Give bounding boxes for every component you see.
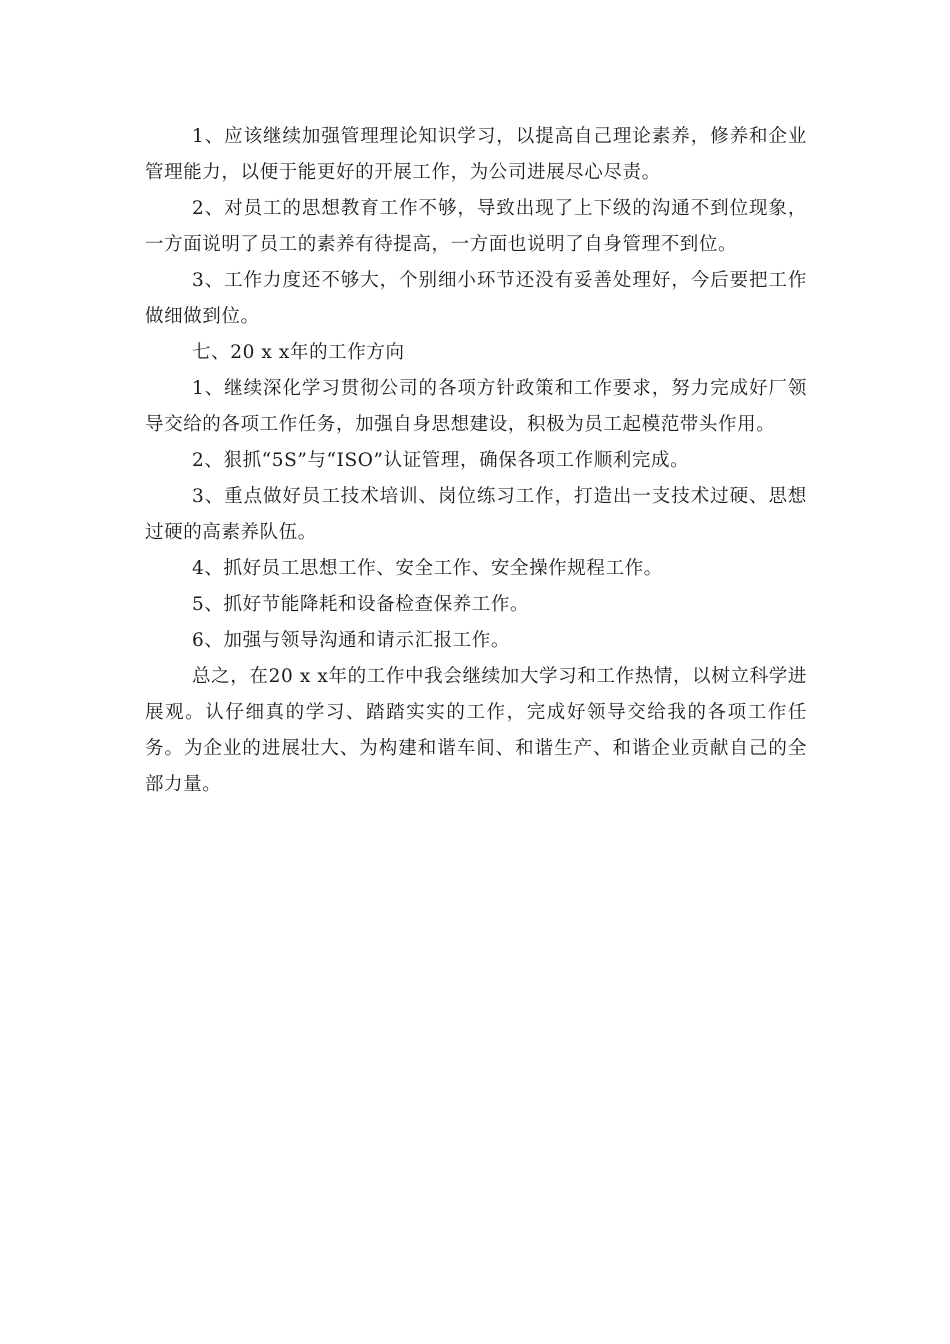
paragraph-safety-work: 4、抓好员工思想工作、安全工作、安全操作规程工作。 bbox=[192, 558, 663, 579]
paragraph-energy-saving: 5、抓好节能降耗和设备检查保养工作。 bbox=[192, 594, 530, 615]
paragraph-deepen-study: 1、继续深化学习贯彻公司的各项方针政策和工作要求，努力完成好厂领导交给的各项工作任务，加强自身思想建设，积极为员工起模范带头作用。 bbox=[145, 378, 807, 435]
paragraph-staff-education: 2、对员工的思想教育工作不够，导致出现了上下级的沟通不到位现象，一方面说明了员工的素养有待提高，一方面也说明了自身管理不到位。 bbox=[145, 198, 807, 255]
section-heading-work-direction: 七、20 x x年的工作方向 bbox=[192, 342, 405, 363]
document-body bbox=[145, 119, 807, 803]
paragraph-5s-iso: 2、狠抓“5S”与“ISO”认证管理，确保各项工作顺利完成。 bbox=[192, 450, 690, 471]
paragraph-improve-management-study: 1、应该继续加强管理理论知识学习，以提高自己理论素养，修养和企业管理能力，以便于能更好的开展工作，为公司进展尽心尽责。 bbox=[145, 126, 807, 183]
paragraph-work-intensity: 3、工作力度还不够大，个别细小环节还没有妥善处理好，今后要把工作做细做到位。 bbox=[145, 270, 807, 327]
paragraph-staff-training: 3、重点做好员工技术培训、岗位练习工作，打造出一支技术过硬、思想过硬的高素养队伍。 bbox=[145, 486, 807, 543]
paragraph-communication: 6、加强与领导沟通和请示汇报工作。 bbox=[192, 630, 510, 651]
paragraph-conclusion: 总之，在20 x x年的工作中我会继续加大学习和工作热情，以树立科学进展观。认仔细真的学习、踏踏实实的工作，完成好领导交给我的各项工作任务。为企业的进展壮大、为构建和谐车间、和谐生产、和谐企业贡献自己的全部力量。 bbox=[145, 666, 807, 795]
